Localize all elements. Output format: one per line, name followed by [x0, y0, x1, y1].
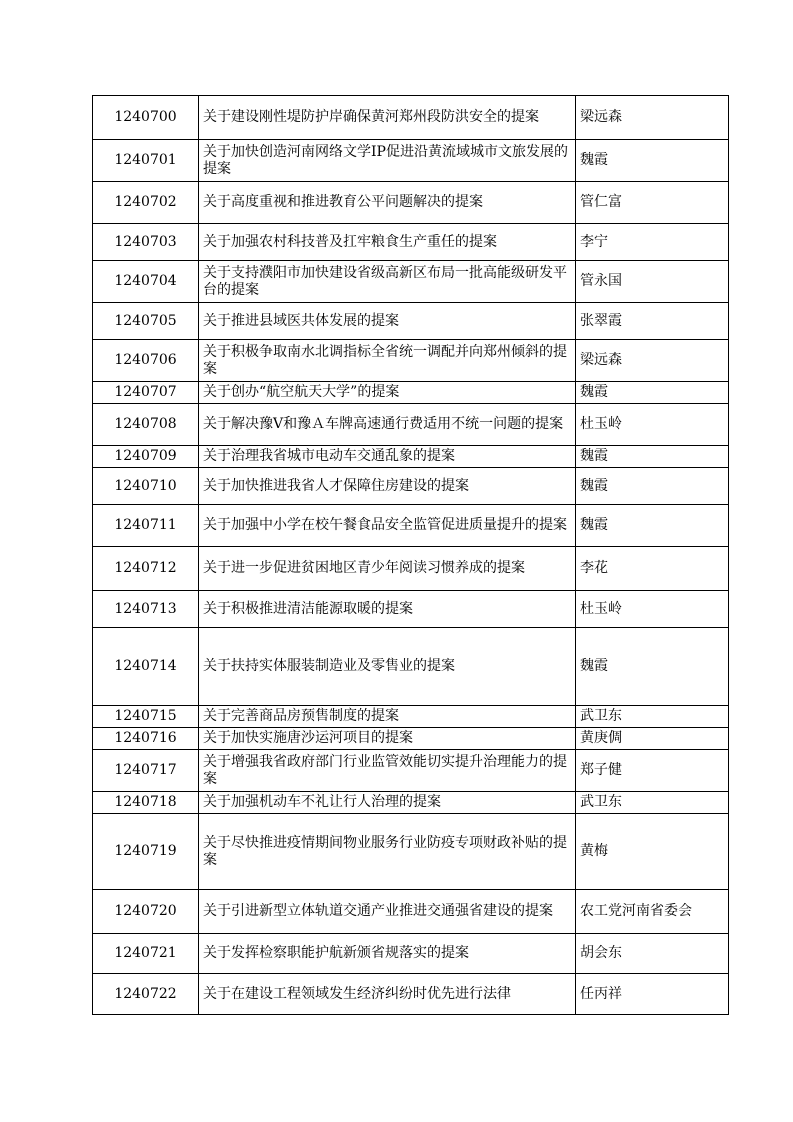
proposal-id-cell: 1240701 — [93, 140, 199, 182]
proposer-name-cell: 魏霞 — [576, 628, 729, 706]
proposal-id-cell: 1240719 — [93, 814, 199, 890]
proposal-title-cell: 关于加强机动车不礼让行人治理的提案 — [199, 792, 576, 814]
proposal-title-cell: 关于加强中小学在校午餐食品安全监管促进质量提升的提案 — [199, 505, 576, 547]
table-row — [93, 890, 729, 934]
proposal-id-cell: 1240714 — [93, 628, 199, 706]
proposal-id-cell: 1240708 — [93, 404, 199, 446]
proposal-id-cell: 1240710 — [93, 468, 199, 505]
proposer-name-cell: 张翠霞 — [576, 303, 729, 340]
table-row — [93, 140, 729, 182]
proposer-name-cell: 李宁 — [576, 224, 729, 261]
table-row — [93, 934, 729, 974]
proposal-title-cell: 关于创办“航空航天大学”的提案 — [199, 382, 576, 404]
table-row — [93, 468, 729, 505]
table-row — [93, 591, 729, 628]
proposer-name-cell: 梁远森 — [576, 96, 729, 140]
proposal-id-cell: 1240716 — [93, 728, 199, 750]
proposal-id-cell: 1240718 — [93, 792, 199, 814]
proposal-title-cell: 关于积极争取南水北调指标全省统一调配并向郑州倾斜的提案 — [199, 340, 576, 382]
proposer-name-cell: 管永国 — [576, 261, 729, 303]
proposer-name-cell: 胡会东 — [576, 934, 729, 974]
proposer-name-cell: 魏霞 — [576, 468, 729, 505]
table-row — [93, 974, 729, 1015]
table-row — [93, 628, 729, 706]
table-row — [93, 706, 729, 728]
proposal-title-cell: 关于推进县域医共体发展的提案 — [199, 303, 576, 340]
proposal-id-cell: 1240700 — [93, 96, 199, 140]
proposal-title-cell: 关于发挥检察职能护航新颁省规落实的提案 — [199, 934, 576, 974]
proposal-table — [92, 95, 729, 1015]
proposer-name-cell: 黄庚倜 — [576, 728, 729, 750]
proposer-name-cell: 黄梅 — [576, 814, 729, 890]
proposal-id-cell: 1240702 — [93, 182, 199, 224]
proposal-title-cell: 关于解决豫Ⅴ和豫Ａ车牌高速通行费适用不统一问题的提案 — [199, 404, 576, 446]
proposer-name-cell: 魏霞 — [576, 140, 729, 182]
proposal-id-cell: 1240705 — [93, 303, 199, 340]
proposal-id-cell: 1240704 — [93, 261, 199, 303]
proposer-name-cell: 魏霞 — [576, 505, 729, 547]
table-row — [93, 728, 729, 750]
proposal-id-cell: 1240721 — [93, 934, 199, 974]
proposal-title-cell: 关于尽快推进疫情期间物业服务行业防疫专项财政补贴的提案 — [199, 814, 576, 890]
proposal-title-cell: 关于建设刚性堤防护岸确保黄河郑州段防洪安全的提案 — [199, 96, 576, 140]
proposal-id-cell: 1240711 — [93, 505, 199, 547]
table-row — [93, 547, 729, 591]
table-row — [93, 340, 729, 382]
proposer-name-cell: 农工党河南省委会 — [576, 890, 729, 934]
table-row — [93, 303, 729, 340]
table-row — [93, 505, 729, 547]
proposer-name-cell: 魏霞 — [576, 446, 729, 468]
proposer-name-cell: 李花 — [576, 547, 729, 591]
proposal-title-cell: 关于进一步促进贫困地区青少年阅读习惯养成的提案 — [199, 547, 576, 591]
proposer-name-cell: 郑子健 — [576, 750, 729, 792]
proposal-title-cell: 关于增强我省政府部门行业监管效能切实提升治理能力的提案 — [199, 750, 576, 792]
proposal-title-cell: 关于加强农村科技普及扛牢粮食生产重任的提案 — [199, 224, 576, 261]
proposal-id-cell: 1240720 — [93, 890, 199, 934]
table-row — [93, 446, 729, 468]
table-row — [93, 404, 729, 446]
proposal-title-cell: 关于治理我省城市电动车交通乱象的提案 — [199, 446, 576, 468]
proposal-title-cell: 关于完善商品房预售制度的提案 — [199, 706, 576, 728]
proposal-title-cell: 关于高度重视和推进教育公平问题解决的提案 — [199, 182, 576, 224]
proposal-id-cell: 1240707 — [93, 382, 199, 404]
table-row — [93, 182, 729, 224]
proposer-name-cell: 梁远森 — [576, 340, 729, 382]
proposal-title-cell: 关于加快创造河南网络文学IP促进沿黄流域城市文旅发展的提案 — [199, 140, 576, 182]
proposer-name-cell: 武卫东 — [576, 792, 729, 814]
table-row — [93, 261, 729, 303]
proposal-id-cell: 1240717 — [93, 750, 199, 792]
proposal-id-cell: 1240706 — [93, 340, 199, 382]
proposer-name-cell: 任丙祥 — [576, 974, 729, 1015]
proposer-name-cell: 杜玉岭 — [576, 404, 729, 446]
proposal-id-cell: 1240709 — [93, 446, 199, 468]
proposal-id-cell: 1240712 — [93, 547, 199, 591]
proposal-title-cell: 关于扶持实体服装制造业及零售业的提案 — [199, 628, 576, 706]
proposal-id-cell: 1240715 — [93, 706, 199, 728]
proposal-title-cell: 关于加快实施唐沙运河项目的提案 — [199, 728, 576, 750]
proposal-title-cell: 关于引进新型立体轨道交通产业推进交通强省建设的提案 — [199, 890, 576, 934]
proposer-name-cell: 魏霞 — [576, 382, 729, 404]
proposal-title-cell: 关于支持濮阳市加快建设省级高新区布局一批高能级研发平台的提案 — [199, 261, 576, 303]
table-row — [93, 382, 729, 404]
proposal-id-cell: 1240722 — [93, 974, 199, 1015]
table-row — [93, 224, 729, 261]
proposal-title-cell: 关于在建设工程领域发生经济纠纷时优先进行法律 — [199, 974, 576, 1015]
proposal-title-cell: 关于加快推进我省人才保障住房建设的提案 — [199, 468, 576, 505]
proposal-id-cell: 1240703 — [93, 224, 199, 261]
proposal-table-body — [93, 96, 729, 1015]
table-row — [93, 814, 729, 890]
proposer-name-cell: 武卫东 — [576, 706, 729, 728]
table-row — [93, 750, 729, 792]
table-row — [93, 792, 729, 814]
proposal-id-cell: 1240713 — [93, 591, 199, 628]
proposal-title-cell: 关于积极推进清洁能源取暖的提案 — [199, 591, 576, 628]
table-row — [93, 96, 729, 140]
proposer-name-cell: 管仁富 — [576, 182, 729, 224]
proposer-name-cell: 杜玉岭 — [576, 591, 729, 628]
